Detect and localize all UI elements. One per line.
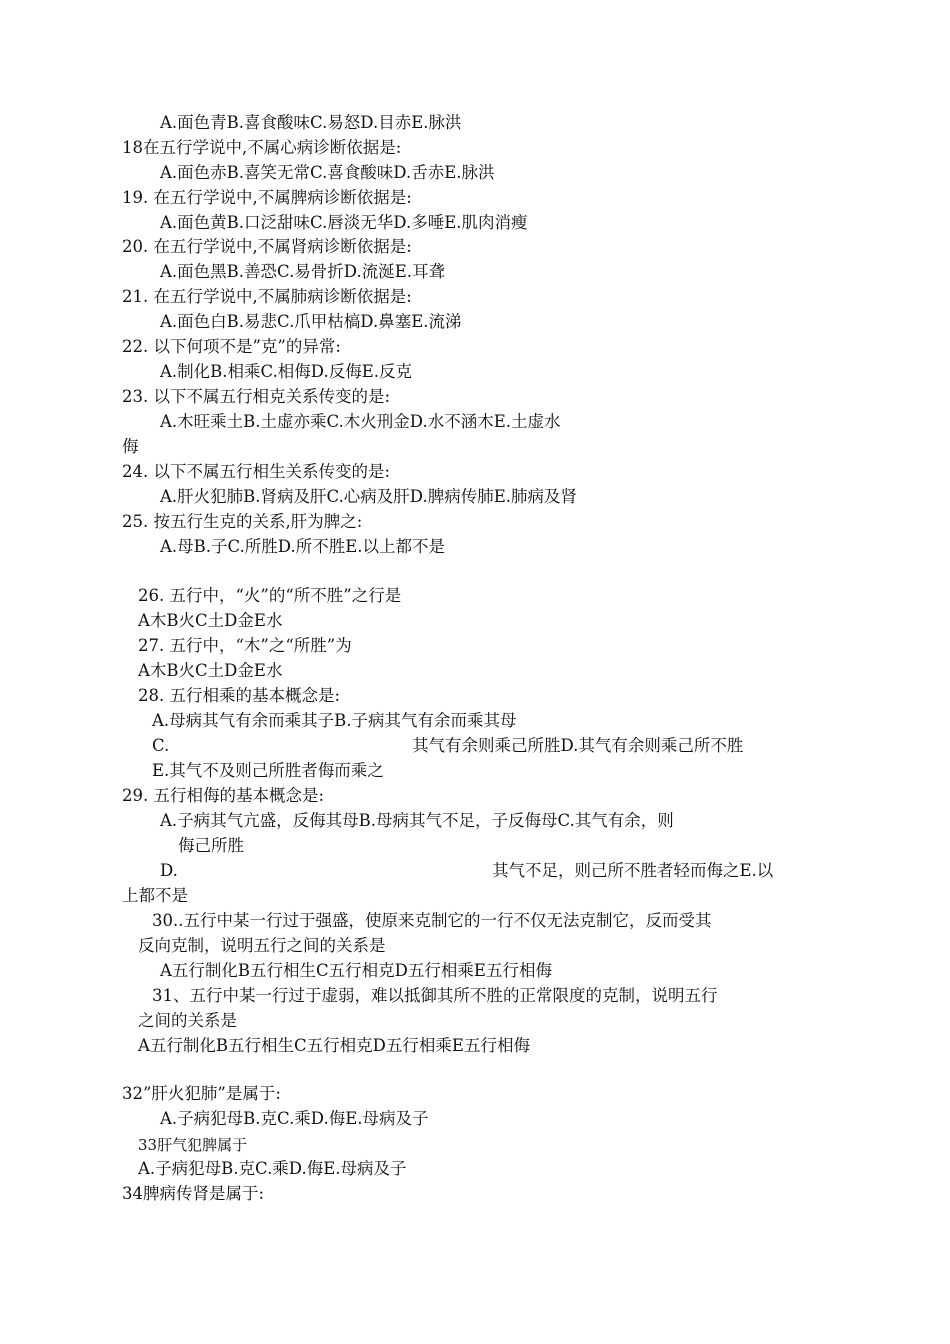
question-32: 32”肝火犯肺”是属于: bbox=[122, 1084, 281, 1103]
question-31: 31、五行中某一行过于虚弱，难以抵御其所不胜的正常限度的克制，说明五行 bbox=[152, 986, 718, 1005]
text-line: A.子病其气亢盛，反侮其母B.母病其气不足，子反侮母C.其气有余，则 bbox=[160, 811, 674, 830]
text-line: A五行制化B五行相生C五行相克D五行相乘E五行相侮 bbox=[160, 961, 552, 980]
text-line: A.母病其气有余而乘其子B.子病其气有余而乘其母 bbox=[152, 711, 517, 730]
text-line: A.面色黑B.善恐C.易骨折D.流涎E.耳聋 bbox=[160, 262, 445, 281]
text-line: A.木旺乘土B.土虚亦乘C.木火刑金D.水不涵木E.土虚水 bbox=[160, 412, 561, 431]
text-line: D. bbox=[160, 861, 178, 880]
question-26: 26. 五行中，“火”的“所不胜”之行是 bbox=[138, 586, 402, 605]
text-line: A.制化B.相乘C.相侮D.反侮E.反克 bbox=[160, 362, 412, 381]
text-line: A.肝火犯肺B.肾病及肝C.心病及肝D.脾病传肺E.肺病及肾 bbox=[160, 487, 577, 506]
text-line: A.面色青B.喜食酸味C.易怒D.目赤E.脉洪 bbox=[160, 113, 462, 132]
text-line: A.子病犯母B.克C.乘D.侮E.母病及子 bbox=[138, 1159, 407, 1178]
text-line: 上都不是 bbox=[122, 886, 188, 905]
question-27: 27. 五行中，“木”之“所胜”为 bbox=[138, 636, 352, 655]
text-line: A.面色黄B.口泛甜味C.唇淡无华D.多唾E.肌肉消瘦 bbox=[160, 213, 528, 232]
text-line: 其气有余则乘己所胜D.其气有余则乘己所不胜 bbox=[412, 736, 744, 755]
question-23: 23. 以下不属五行相克关系传变的是: bbox=[122, 387, 391, 406]
question-20: 20. 在五行学说中,不属肾病诊断依据是: bbox=[122, 237, 412, 256]
question-18: 18在五行学说中,不属心病诊断依据是: bbox=[122, 138, 402, 157]
text-line: A.母B.子C.所胜D.所不胜E.以上都不是 bbox=[160, 537, 445, 556]
text-line: 侮己所胜 bbox=[178, 836, 244, 855]
text-line: A木B火C土D金E水 bbox=[138, 611, 283, 630]
question-25: 25. 按五行生克的关系,肝为脾之: bbox=[122, 512, 363, 531]
text-line: A木B火C土D金E水 bbox=[138, 661, 283, 680]
question-22: 22. 以下何项不是”克”的异常: bbox=[122, 337, 341, 356]
text-line: 侮 bbox=[122, 437, 139, 456]
text-line: 其气不足，则己所不胜者轻而侮之E.以 bbox=[492, 861, 774, 880]
text-line: 反向克制，说明五行之间的关系是 bbox=[138, 936, 386, 955]
question-33: 33肝气犯脾属于 bbox=[138, 1136, 248, 1154]
question-19: 19. 在五行学说中,不属脾病诊断依据是: bbox=[122, 188, 412, 207]
question-34: 34脾病传肾是属于: bbox=[122, 1184, 265, 1203]
question-21: 21. 在五行学说中,不属肺病诊断依据是: bbox=[122, 287, 412, 306]
question-28: 28. 五行相乘的基本概念是: bbox=[138, 686, 341, 705]
question-30: 30..五行中某一行过于强盛，使原来克制它的一行不仅无法克制它，反而受其 bbox=[152, 911, 712, 930]
text-line: E.其气不及则己所胜者侮而乘之 bbox=[152, 761, 384, 780]
question-29: 29. 五行相侮的基本概念是: bbox=[122, 786, 325, 805]
text-line: A.子病犯母B.克C.乘D.侮E.母病及子 bbox=[160, 1109, 429, 1128]
text-line: A五行制化B五行相生C五行相克D五行相乘E五行相侮 bbox=[138, 1036, 530, 1055]
text-line: C. bbox=[152, 736, 170, 755]
text-line: 之间的关系是 bbox=[138, 1011, 237, 1030]
text-line: A.面色白B.易悲C.爪甲枯槁D.鼻塞E.流涕 bbox=[160, 312, 462, 331]
text-line: A.面色赤B.喜笑无常C.喜食酸味D.舌赤E.脉洪 bbox=[160, 163, 495, 182]
question-24: 24. 以下不属五行相生关系传变的是: bbox=[122, 462, 391, 481]
